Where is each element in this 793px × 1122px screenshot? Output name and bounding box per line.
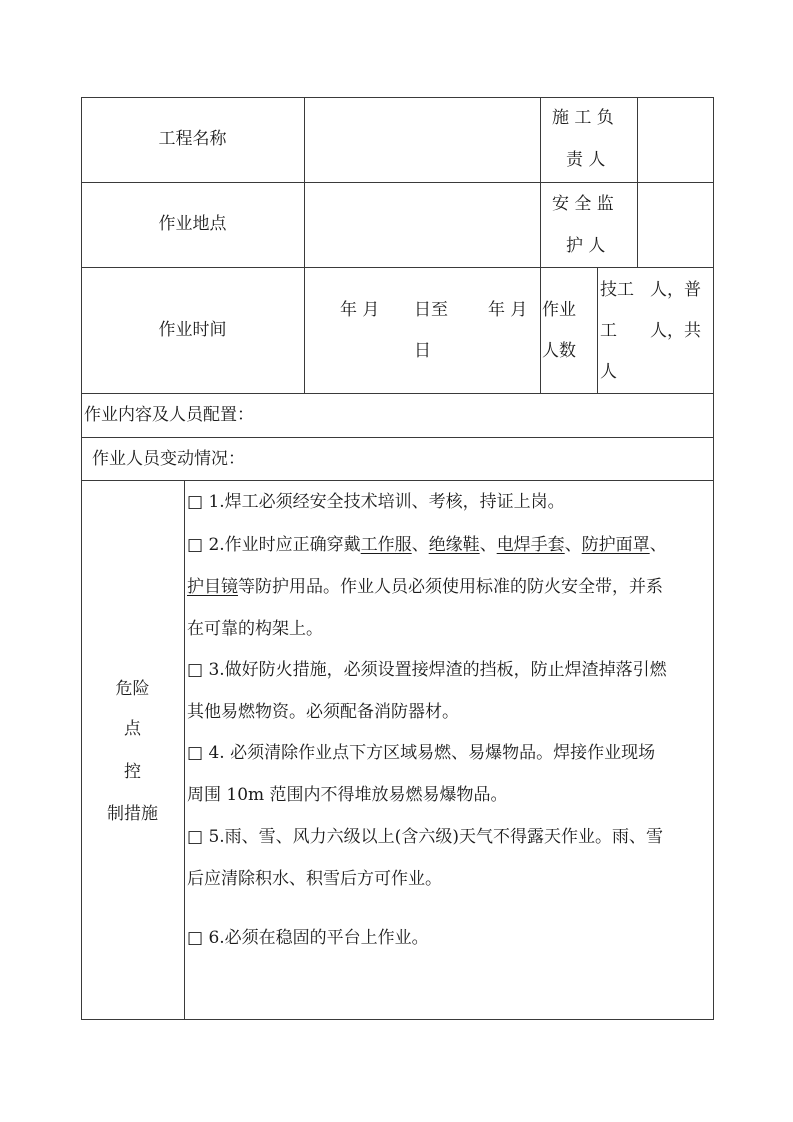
table-border-left — [81, 97, 82, 1020]
measure-2-line1 — [187, 537, 667, 554]
hazard-label-line1: 危险 — [115, 679, 150, 699]
separator: 、 — [479, 535, 497, 555]
measure-3-line1: □ 3.做好防火措施，必须设置接焊渣的挡板，防止焊渣掉落引燃 — [187, 660, 667, 680]
table-border-top — [81, 97, 714, 98]
changes-label: 作业人员变动情况： — [92, 449, 245, 469]
content-label: 作业内容及人员配置： — [84, 405, 254, 425]
measure-3-line2: 其他易燃物资。必须配备消防器材。 — [187, 702, 459, 722]
ppe-goggles: 护目镜 — [187, 577, 238, 597]
supervisor-label-line2: 责 人 — [566, 150, 606, 170]
time-end-year-month: 年 月 — [488, 300, 528, 320]
workers-label-line1: 作业 — [542, 300, 576, 320]
workers-total-unit: 人 — [600, 362, 617, 382]
workers-skilled: 技工 — [600, 280, 634, 300]
measure-1: □ 1.焊工必须经安全技术培训、考核，持证上岗。 — [187, 492, 565, 512]
hazard-label-line4: 制措施 — [107, 804, 158, 824]
col-divider-sub-value-time — [597, 267, 598, 394]
ppe-welding-gloves: 电焊手套 — [496, 535, 565, 555]
location-label: 作业地点 — [158, 214, 227, 234]
workers-general: 工 — [600, 321, 617, 341]
row-divider-2 — [81, 267, 714, 268]
project-name-label: 工程名称 — [158, 129, 227, 149]
measure-2-rest: 等防护用品。作业人员必须使用标准的防火安全带，并系 — [238, 577, 663, 597]
guardian-label-line1: 安 全 监 — [552, 194, 614, 214]
col-divider-label — [304, 97, 305, 394]
row-divider-4 — [81, 437, 714, 438]
supervisor-label-line1: 施 工 负 — [552, 108, 614, 128]
time-end-day: 日 — [414, 341, 431, 361]
col-divider-sub-value-top — [637, 97, 638, 268]
ppe-insulated-shoes: 绝缘鞋 — [428, 535, 480, 555]
measure-4-line2: 周围 10m 范围内不得堆放易燃易爆物品。 — [187, 785, 508, 805]
measure-5-line2: 后应清除积水、积雪后方可作业。 — [187, 869, 442, 889]
workers-label-line2: 人数 — [542, 341, 576, 361]
measure-2-line3: 在可靠的构架上。 — [187, 619, 323, 639]
separator: 、 — [411, 535, 429, 555]
table-border-bottom — [81, 1019, 714, 1020]
ppe-work-clothes: 工作服 — [360, 535, 412, 555]
col-divider-hazard — [184, 480, 185, 1020]
hazard-label-line2: 点 — [124, 719, 141, 739]
measure-2-line2 — [187, 579, 663, 596]
time-start-year-month: 年 月 — [340, 300, 380, 320]
table-border-right — [713, 97, 714, 1020]
workers-general-unit: 人，共 — [650, 321, 701, 341]
row-divider-3 — [81, 393, 714, 394]
time-start-day-to: 日至 — [414, 300, 448, 320]
separator: 、 — [564, 535, 582, 555]
row-divider-5 — [81, 480, 714, 481]
time-label: 作业时间 — [158, 320, 227, 340]
workers-skilled-unit: 人，普 — [650, 280, 701, 300]
measure-4-line1: □ 4. 必须清除作业点下方区域易燃、易爆物品。焊接作业现场 — [187, 743, 656, 763]
ppe-face-shield: 防护面罩 — [581, 535, 650, 555]
measure-2-intro: □ 2.作业时应正确穿戴 — [187, 535, 361, 555]
guardian-label-line2: 护 人 — [566, 236, 606, 256]
row-divider-1 — [81, 182, 714, 183]
measure-6: □ 6.必须在稳固的平台上作业。 — [187, 928, 429, 948]
measure-5-line1: □ 5.雨、雪、风力六级以上(含六级)天气不得露天作业。雨、雪 — [187, 827, 663, 847]
hazard-label-line3: 控 — [124, 762, 141, 782]
separator: 、 — [649, 535, 667, 555]
col-divider-sublabel — [540, 97, 541, 394]
